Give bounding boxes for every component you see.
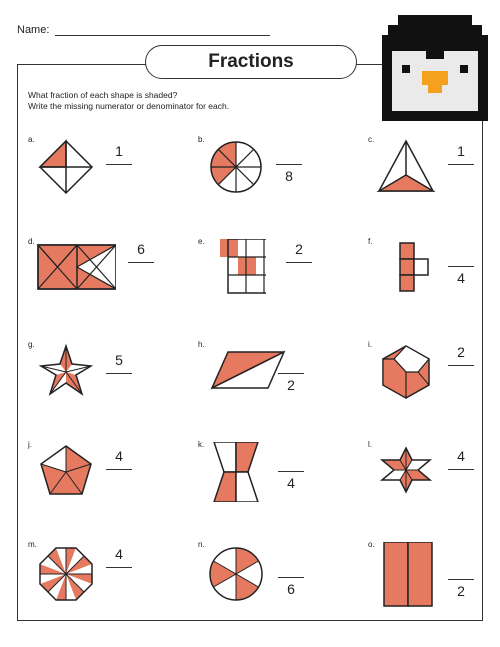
pentagon-shape — [36, 442, 96, 502]
fraction-bar — [128, 262, 154, 263]
fraction-bar — [448, 266, 474, 267]
page-title: Fractions — [145, 45, 357, 79]
problem-f — [368, 237, 500, 317]
problem-k — [198, 440, 348, 520]
problem-g — [28, 340, 178, 420]
problem-letter: e. — [198, 237, 205, 246]
numerator[interactable]: 2 — [295, 241, 303, 257]
fraction-bar — [106, 469, 132, 470]
diamond-shape — [36, 137, 96, 197]
fraction-answer[interactable] — [286, 235, 312, 291]
problem-letter: m. — [28, 540, 37, 549]
fraction-answer[interactable] — [448, 239, 474, 295]
fraction-bar — [278, 471, 304, 472]
hexstar-shape — [376, 442, 436, 502]
name-row — [17, 24, 270, 36]
penguin-icon — [382, 15, 488, 121]
numerator[interactable]: 2 — [457, 344, 465, 360]
fraction-bar — [286, 262, 312, 263]
fraction-answer[interactable] — [106, 442, 132, 498]
denominator[interactable]: 4 — [457, 270, 465, 286]
rectangle-halves-shape — [376, 542, 436, 608]
fraction-bar — [106, 567, 132, 568]
problem-m — [28, 540, 178, 620]
denominator[interactable]: 2 — [457, 583, 465, 599]
numerator[interactable]: 4 — [457, 448, 465, 464]
problem-b — [198, 135, 348, 215]
problem-letter: f. — [368, 237, 373, 246]
fraction-bar — [276, 164, 302, 165]
fraction-bar — [106, 164, 132, 165]
fraction-answer[interactable] — [106, 346, 132, 402]
triangle-shape — [376, 137, 436, 197]
numerator[interactable]: 4 — [115, 448, 123, 464]
problem-letter: d. — [28, 237, 35, 246]
t-shape — [376, 239, 436, 299]
name-label: Name: — [17, 24, 50, 36]
fraction-bar — [448, 469, 474, 470]
problem-e — [198, 237, 348, 317]
fraction-answer[interactable] — [278, 346, 304, 402]
problem-j — [28, 440, 178, 520]
problem-h — [198, 340, 348, 420]
instructions — [28, 90, 229, 112]
fraction-answer[interactable] — [278, 550, 304, 606]
numerator[interactable]: 1 — [457, 143, 465, 159]
star-shape — [36, 342, 96, 402]
fraction-answer[interactable] — [448, 552, 474, 608]
problem-letter: b. — [198, 135, 205, 144]
problem-d — [28, 237, 178, 317]
numerator[interactable]: 1 — [115, 143, 123, 159]
grid-shape — [206, 239, 266, 299]
problem-letter: i. — [368, 340, 372, 349]
numerator[interactable]: 6 — [137, 241, 145, 257]
fraction-bar — [106, 373, 132, 374]
fraction-answer[interactable] — [448, 137, 474, 193]
fraction-bar — [278, 373, 304, 374]
instruction-line-2: Write the missing numerator or denominator for each. — [28, 101, 230, 111]
fraction-answer[interactable] — [448, 442, 474, 498]
instruction-line-1: What fraction of each shape is shaded? — [28, 90, 178, 100]
fraction-answer[interactable] — [106, 137, 132, 193]
fraction-bar — [278, 577, 304, 578]
problem-letter: c. — [368, 135, 375, 144]
denominator[interactable]: 2 — [287, 377, 295, 393]
problem-letter: g. — [28, 340, 35, 349]
problem-letter: h. — [198, 340, 205, 349]
fraction-bar — [448, 365, 474, 366]
fraction-bar — [448, 164, 474, 165]
circle-shape — [206, 137, 266, 197]
problem-letter: n. — [198, 540, 205, 549]
problem-n — [198, 540, 348, 620]
problem-letter: k. — [198, 440, 205, 449]
problem-letter: j. — [28, 440, 32, 449]
problem-i — [368, 340, 500, 420]
fraction-answer[interactable] — [448, 338, 474, 394]
problem-letter: l. — [368, 440, 372, 449]
denominator[interactable]: 4 — [287, 475, 295, 491]
name-field[interactable] — [55, 25, 270, 36]
fraction-answer[interactable] — [106, 540, 132, 596]
denominator[interactable]: 6 — [287, 581, 295, 597]
hourglass-shape — [206, 442, 266, 502]
parallelogram-shape — [206, 342, 286, 402]
fraction-answer[interactable] — [278, 444, 304, 500]
circle-six-shape — [206, 542, 266, 602]
denominator[interactable]: 8 — [285, 168, 293, 184]
fraction-bar — [448, 579, 474, 580]
problem-o — [368, 540, 500, 620]
problem-c — [368, 135, 500, 215]
problem-letter: o. — [368, 540, 375, 549]
numerator[interactable]: 4 — [115, 546, 123, 562]
fraction-answer[interactable] — [276, 137, 302, 193]
problem-letter: a. — [28, 135, 35, 144]
fraction-answer[interactable] — [128, 235, 154, 291]
rectangle-shape — [36, 239, 116, 299]
hexagon-shape — [376, 342, 436, 402]
problem-l — [368, 440, 500, 520]
problem-a — [28, 135, 178, 215]
numerator[interactable]: 5 — [115, 352, 123, 368]
octagon-shape — [36, 542, 96, 602]
